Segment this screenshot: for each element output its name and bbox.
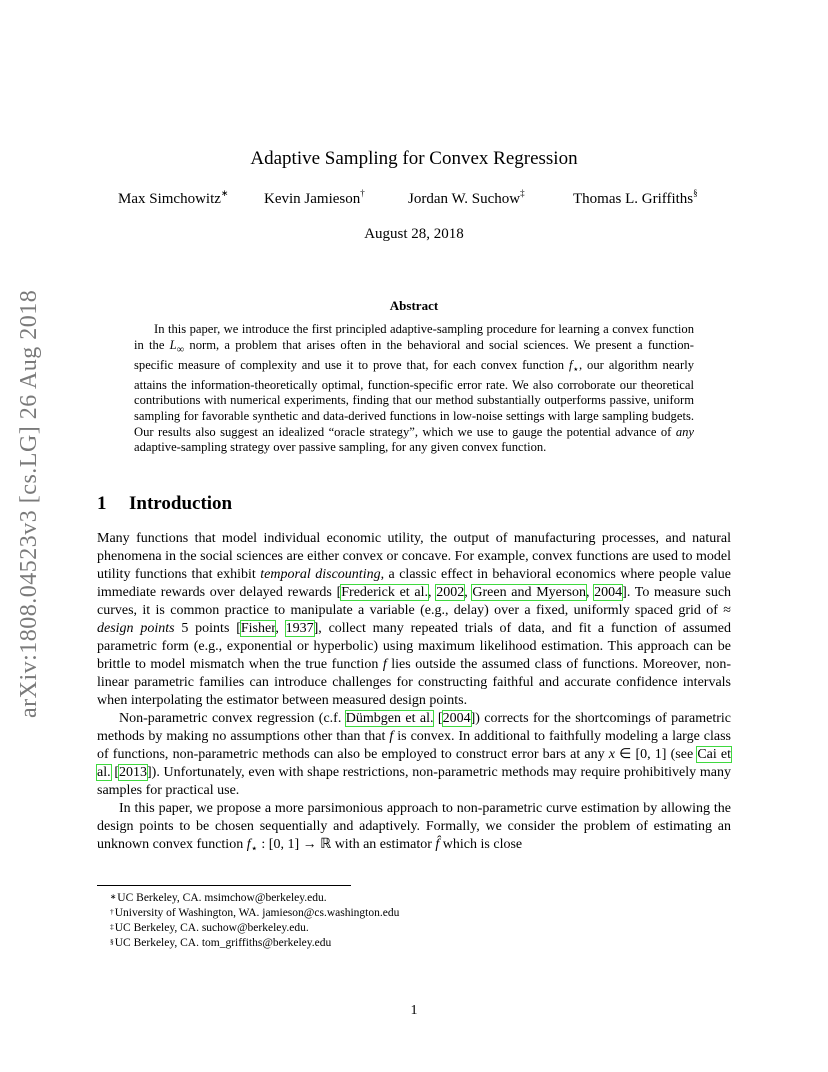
footnote-4 — [110, 936, 710, 951]
author-name: Jordan W. Suchow — [408, 191, 521, 207]
footnotes — [110, 891, 710, 951]
abstract-segment: In this paper, we introduce the first principled adaptive-sampling procedure for learning a convex function in the — [134, 322, 694, 352]
footnote-text: UC Berkeley, CA. msimchow@berkeley.edu. — [117, 892, 327, 904]
citation-link-cai[interactable]: Cai et al. — [97, 747, 732, 780]
text-segment: : [0, 1] → ℝ with an estimator — [257, 837, 436, 852]
paper-title: Adaptive Sampling for Convex Regression — [250, 148, 578, 169]
text-segment: [ — [110, 765, 119, 780]
page-number: 1 — [410, 1003, 418, 1018]
text-segment: In this paper, we propose a more parsimonious approach to non-parametric curve estimation by allowing the design points to be chosen sequentially and adaptively. Formally, we consider the problem of estimating an unknown convex function — [97, 801, 731, 852]
footnote-3 — [110, 921, 710, 936]
paper-date: August 28, 2018 — [364, 226, 464, 242]
paragraph-1 — [97, 530, 731, 710]
abstract-heading: Abstract — [389, 298, 439, 313]
text-segment: 5 points [ — [174, 621, 241, 636]
abstract-segment: norm, a problem that arises often in the behavioral and social sciences. We present a function-specific measure of complexity and use it to prove that, for each convex function — [134, 337, 694, 372]
citation-link-frederick[interactable]: Frederick et al. — [341, 585, 428, 600]
author-list — [118, 188, 718, 213]
emphasis: temporal discounting — [260, 567, 381, 582]
text-segment: which is close — [439, 837, 523, 852]
author-4 — [573, 188, 698, 208]
text-segment: [ — [433, 711, 443, 726]
footnote-text: UC Berkeley, CA. tom_griffiths@berkeley.edu — [114, 937, 332, 949]
math-variable: f — [389, 729, 394, 744]
text-segment: ]. To measure such curves, it is common practice to manipulate a variable (e.g., delay) over a fixed, uniformly spaced grid of ≈ — [97, 585, 732, 618]
citation-link-green-myerson[interactable]: Green and Myerson — [472, 585, 586, 600]
citation-link-green-myerson-year[interactable]: 2004 — [594, 585, 623, 600]
author-footnote-mark: † — [360, 188, 365, 198]
citation-link-dumbgen-year[interactable]: 2004 — [442, 711, 471, 726]
text-segment: Non-parametric convex regression (c.f. — [119, 711, 346, 726]
text-segment: , a classic effect in behavioral economics where people value immediate rewards over delayed rewards [ — [97, 567, 731, 600]
text-segment: is convex. In additional to faithfully modeling a large class of functions, non-parametric methods can also be employed to construct error bars at any — [97, 729, 732, 762]
math-variable: f̂ — [435, 837, 440, 852]
section-number: 1 — [97, 493, 107, 514]
text-segment: ]). Unfortunately, even with shape restrictions, non-parametric methods may require prohibitively many samples for practical use. — [97, 765, 731, 798]
footnote-mark: † — [110, 907, 114, 916]
abstract-segment: adaptive-sampling strategy over passive sampling, for any given convex function. — [134, 440, 547, 455]
text-segment: Many functions that model individual economic utility, the output of manufacturing processes, and natural phenomena in the social sciences are either convex or concave. For example, convex functions are used to model utility functions that exhibit — [97, 531, 731, 582]
function-symbol: f — [568, 357, 573, 372]
author-3 — [408, 188, 525, 208]
section-title: Introduction — [129, 493, 233, 514]
citation-link-cai-year[interactable]: 2013 — [119, 765, 147, 780]
text-segment: lies outside the assumed class of functions. Moreover, non-linear parametric families can introduce challenges for constructing faithful and accurate confidence intervals when interpolating the estimator between measured design points. — [97, 657, 731, 708]
abstract-text — [134, 322, 694, 456]
math-subscript: ⋆ — [250, 841, 258, 855]
paragraph-2 — [97, 710, 731, 800]
text-segment: , — [464, 585, 473, 600]
paragraph-3 — [97, 800, 731, 858]
emphasis: any — [675, 424, 694, 439]
citation-link-fisher-year[interactable]: 1937 — [285, 621, 314, 636]
footnote-mark: ∗ — [110, 892, 117, 901]
author-name: Thomas L. Griffiths — [573, 191, 694, 207]
citation-link-frederick-year[interactable]: 2002 — [436, 585, 465, 600]
author-2 — [264, 188, 365, 208]
footnote-mark: ‡ — [110, 922, 114, 931]
author-1 — [118, 188, 229, 208]
author-footnote-mark: ∗ — [220, 188, 229, 198]
math-variable: x — [608, 747, 615, 762]
footnote-mark: § — [110, 937, 114, 946]
citation-link-dumbgen[interactable]: Dümbgen et al. — [345, 711, 434, 726]
footnote-divider — [97, 885, 351, 886]
section-heading-introduction — [97, 493, 697, 515]
math-variable: f — [246, 837, 251, 852]
author-footnote-mark: ‡ — [520, 188, 525, 198]
abstract-segment: , our algorithm nearly attains the information-theoretically optimal, function-specific error rate. We also corroborate our theoretical contributions with numerical experiments, finding that our method substantially outperforms passive, uniform sampling for favorable synthetic and data-derived functions in low-noise settings with large sampling budgets. Our results also suggest an idealized “oracle strategy”, which we use to gauge the potential advance of — [134, 357, 694, 439]
author-name: Kevin Jamieson — [264, 191, 361, 207]
text-segment: , — [275, 621, 286, 636]
footnote-text: UC Berkeley, CA. suchow@berkeley.edu. — [114, 922, 309, 934]
author-footnote-mark: § — [693, 188, 698, 198]
arxiv-identifier-stamp: arXiv:1808.04523v3 [cs.LG] 26 Aug 2018 — [16, 289, 42, 718]
footnote-2 — [110, 906, 710, 921]
introduction-body — [97, 530, 731, 858]
text-segment: , — [585, 585, 595, 600]
footnote-text: University of Washington, WA. jamieson@cs.washington.edu — [114, 907, 400, 919]
author-name: Max Simchowitz — [118, 191, 221, 207]
math-variable: f — [382, 657, 387, 672]
function-subscript: ⋆ — [572, 364, 580, 376]
footnote-1 — [110, 891, 710, 906]
citation-link-fisher[interactable]: Fisher — [240, 621, 276, 636]
text-segment: ∈ [0, 1] (see — [615, 747, 698, 762]
norm-subscript: ∞ — [176, 344, 185, 356]
text-segment: ]) corrects for the shortcomings of parametric methods by making no assumptions other than that — [97, 711, 732, 744]
text-segment: ], collect many repeated trials of data, and fit a function of assumed parametric form (e.g., exponential or hyperbolic) using maximum likelihood estimation. This approach can be brittle to model mismatch when the true function — [97, 621, 732, 672]
emphasis: design points — [97, 621, 175, 636]
text-segment: , — [427, 585, 437, 600]
norm-symbol: L — [169, 337, 177, 352]
